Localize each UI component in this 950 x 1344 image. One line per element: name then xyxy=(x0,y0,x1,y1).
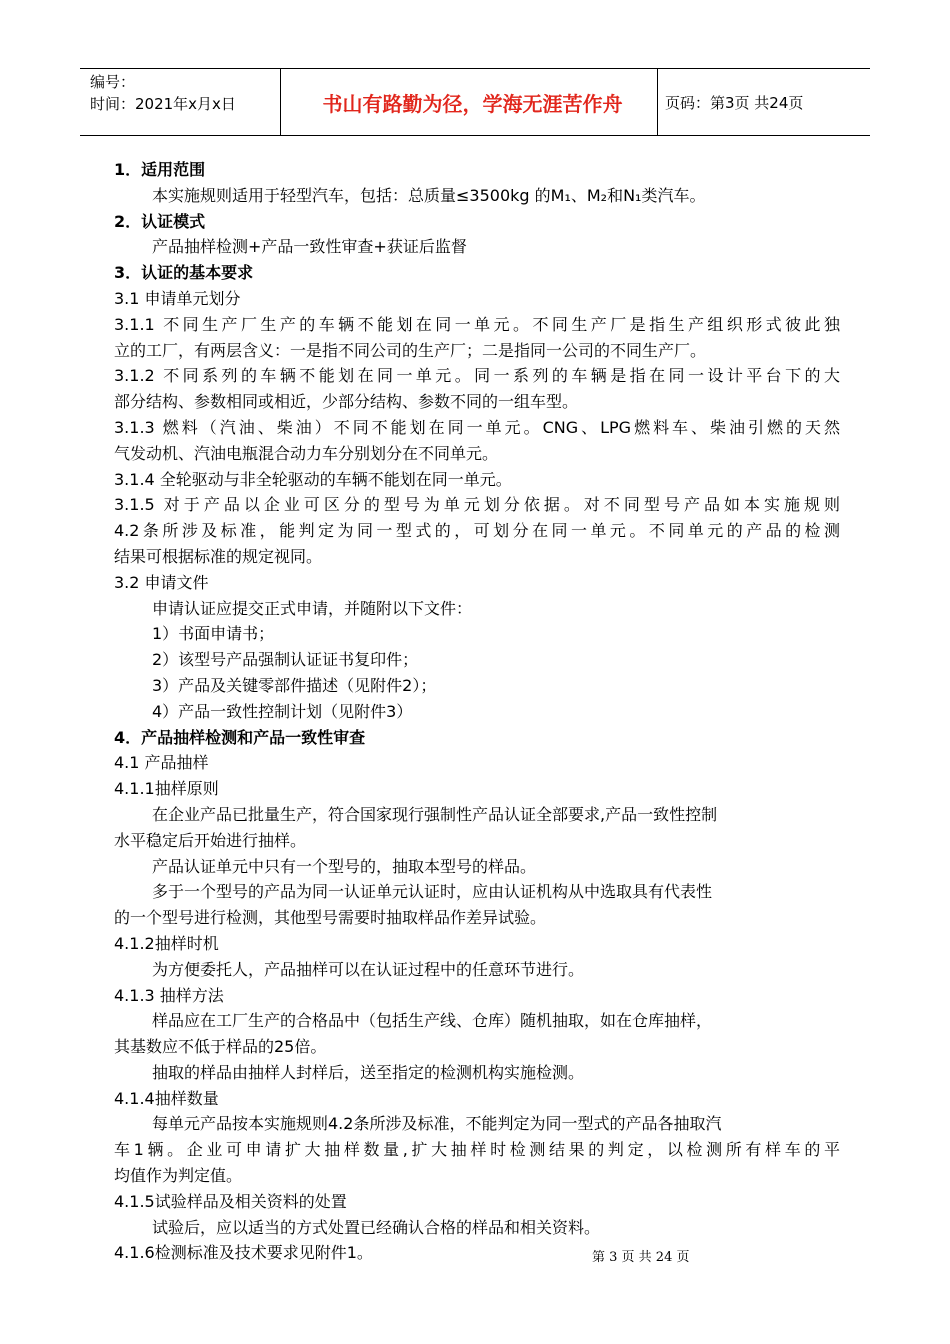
paragraph-line: 车1辆。企业可申请扩大抽样数量,扩大抽样时检测结果的判定，以检测所有样车的平 xyxy=(114,1140,840,1160)
paragraph-line: 试验后，应以适当的方式处置已经确认合格的样品和相关资料。 xyxy=(152,1217,601,1237)
paragraph-line: 3.1 申请单元划分 xyxy=(114,288,241,308)
paragraph-line: 申请认证应提交正式申请，并随附以下文件： xyxy=(152,598,473,618)
paragraph-line: 结果可根据标准的规定视同。 xyxy=(114,546,323,566)
paragraph-line: 水平稳定后开始进行抽样。 xyxy=(114,830,307,850)
paragraph-line: 立的工厂，有两层含义：一是指不同公司的生产厂；二是指同一公司的不同生产厂。 xyxy=(114,340,707,360)
paragraph-line: 每单元产品按本实施规则4.2条所涉及标准，不能判定为同一型式的产品各抽取汽 xyxy=(152,1114,722,1134)
doc-time-label: 时间：2021年x月x日 xyxy=(90,95,236,113)
section-heading: 2．认证模式 xyxy=(114,211,206,231)
paragraph-line: 3.1.5 对于产品以企业可区分的型号为单元划分依据。对不同型号产品如本实施规则 xyxy=(114,495,840,515)
document-body xyxy=(114,157,840,1266)
header-motto: 书山有路勤为径，学海无涯苦作舟 xyxy=(322,91,623,116)
section-heading: 4．产品抽样检测和产品一致性审查 xyxy=(114,727,366,747)
header-page-info: 页码：第3页 共24页 xyxy=(665,93,804,112)
paragraph-line: 的一个型号进行检测，其他型号需要时抽取样品作差异试验。 xyxy=(114,908,547,928)
paragraph-line: 抽取的样品由抽样人封样后，送至指定的检测机构实施检测。 xyxy=(152,1062,585,1082)
paragraph-line: 4.2条所涉及标准，能判定为同一型式的，可划分在同一单元。不同单元的产品的检测 xyxy=(114,521,840,541)
paragraph-line: 4.1.5试验样品及相关资料的处置 xyxy=(114,1191,347,1211)
paragraph-line: 4.1 产品抽样 xyxy=(114,753,209,773)
paragraph-line: 4.1.6检测标准及技术要求见附件1。 xyxy=(114,1243,373,1263)
paragraph-line: 3.1.2 不同系列的车辆不能划在同一单元。同一系列的车辆是指在同一设计平台下的大 xyxy=(114,366,840,386)
paragraph-line: 3.1.3 燃料（汽油、柴油）不同不能划在同一单元。CNG、LPG燃料车、柴油引燃的天然 xyxy=(114,417,840,437)
paragraph-line: 为方便委托人，产品抽样可以在认证过程中的任意环节进行。 xyxy=(152,959,585,979)
paragraph-line: 4）产品一致性控制计划（见附件3） xyxy=(152,701,413,721)
paragraph-line: 3）产品及关键零部件描述（见附件2）； xyxy=(152,675,437,695)
paragraph-line: 2）该型号产品强制认证证书复印件； xyxy=(152,650,419,670)
page-footer: 第 3 页 共 24 页 xyxy=(592,1250,690,1265)
paragraph-line: 1）书面申请书； xyxy=(152,624,275,644)
paragraph-line: 多于一个型号的产品为同一认证单元认证时，应由认证机构从中选取具有代表性 xyxy=(152,882,713,902)
paragraph-line: 4.1.3 抽样方法 xyxy=(114,985,224,1005)
paragraph-line: 4.1.4抽样数量 xyxy=(114,1088,219,1108)
header-divider-left xyxy=(280,68,281,136)
doc-number-label: 编号： xyxy=(90,73,136,91)
paragraph-line: 气发动机、汽油电瓶混合动力车分别划分在不同单元。 xyxy=(114,443,499,463)
paragraph-line: 均值作为判定值。 xyxy=(114,1166,243,1186)
section-heading: 3．认证的基本要求 xyxy=(114,263,254,283)
paragraph-line: 产品抽样检测+产品一致性审查+获证后监督 xyxy=(152,237,467,257)
paragraph-line: 部分结构、参数相同或相近，少部分结构、参数不同的一组车型。 xyxy=(114,392,579,412)
paragraph-line: 4.1.2抽样时机 xyxy=(114,933,219,953)
paragraph-line: 4.1.1抽样原则 xyxy=(114,779,219,799)
paragraph-line: 在企业产品已批量生产，符合国家现行强制性产品认证全部要求,产品一致性控制 xyxy=(152,804,718,824)
paragraph-line: 产品认证单元中只有一个型号的，抽取本型号的样品。 xyxy=(152,856,537,876)
section-heading: 1．适用范围 xyxy=(114,160,206,179)
header-meta xyxy=(90,71,236,115)
paragraph-line: 本实施规则适用于轻型汽车，包括：总质量≤3500kg 的M₁、M₂和N₁类汽车。 xyxy=(152,185,706,205)
paragraph-line: 样品应在工厂生产的合格品中（包括生产线、仓库）随机抽取，如在仓库抽样， xyxy=(152,1011,713,1031)
paragraph-line: 3.1.4 全轮驱动与非全轮驱动的车辆不能划在同一单元。 xyxy=(114,469,512,489)
paragraph-line: 其基数应不低于样品的25倍。 xyxy=(114,1037,327,1057)
paragraph-line: 3.2 申请文件 xyxy=(114,572,209,592)
paragraph-line: 3.1.1 不同生产厂生产的车辆不能划在同一单元。不同生产厂是指生产组织形式彼此独 xyxy=(114,314,840,334)
page-header xyxy=(80,68,870,136)
